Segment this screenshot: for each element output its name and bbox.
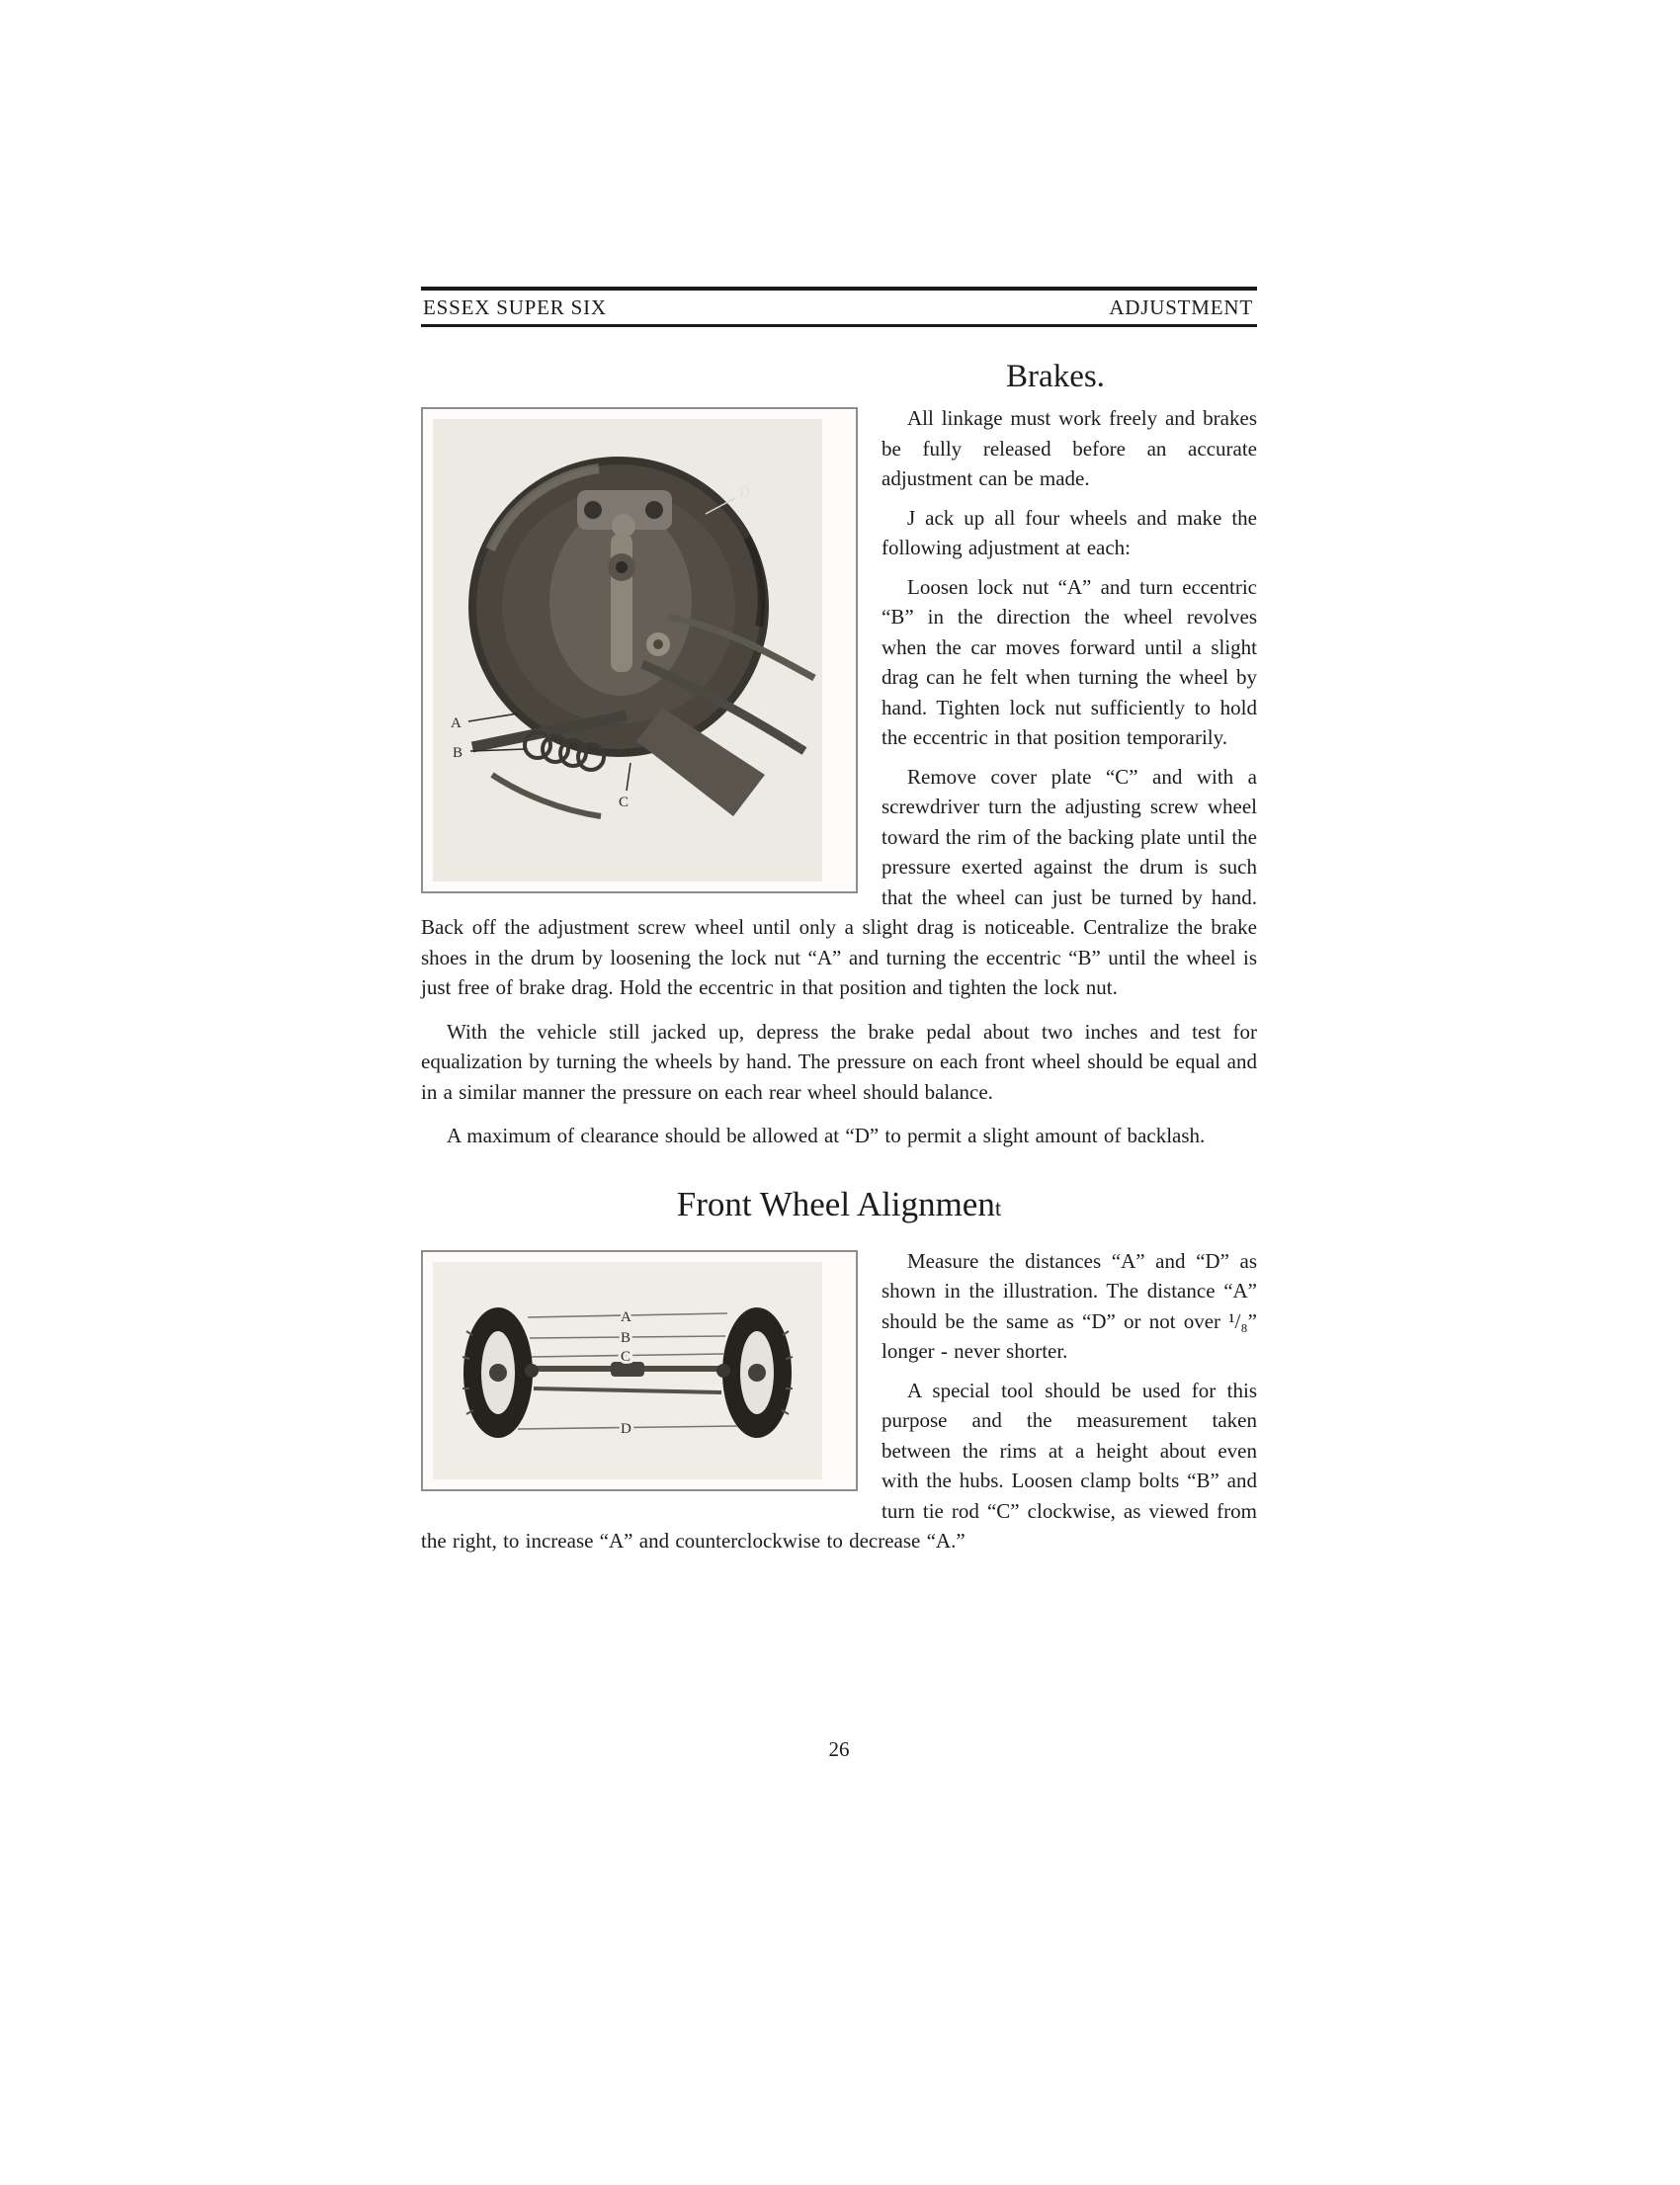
front-axle-figure [421, 1250, 858, 1491]
brakes-paragraph-6: A maximum of clearance should be allowed at “D” to permit a slight amount of backlash. [447, 1124, 1206, 1147]
alignment-heading-text: Front Wheel Alignmen [676, 1184, 995, 1223]
alignment-heading-tail: t [994, 1195, 1002, 1220]
header-left-title: ESSEX SUPER SIX [423, 295, 607, 319]
figure1-label-b: B [453, 745, 463, 761]
figure1-label-a: A [451, 715, 462, 731]
figure2-label-b: B [621, 1329, 631, 1346]
page-number: 26 [828, 1737, 850, 1761]
brakes-heading: Brakes. [1006, 359, 1105, 394]
running-header [421, 291, 1257, 324]
brakes-paragraph-3: Loosen lock nut “A” and turn eccentric “B” in the direction the wheel revolves when the car moves forward until a slight drag can he felt when turning the wheel by hand. Tighten lock nut sufficiently to hold the eccentric in that position temporarily. [882, 574, 1257, 749]
figure1-label-d: D [739, 484, 750, 500]
brake-drum-illustration [433, 419, 822, 882]
alignment-heading [421, 1185, 1257, 1224]
header-rule-bottom [421, 324, 1257, 327]
front-axle-illustration [433, 1262, 822, 1479]
alignment-paragraph-2: A special tool should be used for this purpose and the measurement taken between the rims at a height about even with the hubs. Loosen clamp bolts “B” and turn tie rod “C” clockwise, as viewed from the right, to increase “A” and counterclockwise to decrease “A.” [421, 1378, 1257, 1553]
brakes-section [421, 403, 1257, 1151]
alignment-paragraph-1: Measure the distances “A” and “D” as shown in the illustration. The distance “A” should be the same as “D” or not over ¹/₈” longer - never shorter. [882, 1248, 1257, 1363]
brakes-paragraph-4: Remove cover plate “C” and with a screwdriver turn the adjusting screw wheel toward the rim of the backing plate until the pressure exerted against the drum is such that the wheel can just be turned by hand. Back off the adjustment screw wheel until only a slight drag is noticeable. Centralize the brake shoes in the drum by loosening the lock nut “A” and turning the eccentric “B” until the wheel is just free of brake drag. Hold the eccentric in that position and tighten the lock nut. [421, 764, 1257, 999]
alignment-section [421, 1246, 1257, 1556]
figure2-label-d: D [621, 1420, 631, 1437]
brakes-paragraph-1: All linkage must work freely and brakes be fully released before an accurate adjustment can be made. [882, 406, 1257, 490]
figure2-label-c: C [621, 1348, 631, 1365]
header-right-title: ADJUSTMENT [1109, 295, 1253, 319]
brakes-paragraph-5: With the vehicle still jacked up, depress the brake pedal about two inches and test for equalization by turning the wheels by hand. The pressure on each front wheel should be equal and in a similar manner the pressure on each rear wheel should balance. [421, 1019, 1257, 1104]
figure2-label-a: A [621, 1308, 631, 1325]
figure1-label-c: C [619, 795, 630, 810]
brakes-paragraph-2: J ack up all four wheels and make the following adjustment at each: [882, 505, 1257, 559]
brake-drum-figure [421, 407, 858, 893]
page-content [421, 287, 1257, 1556]
